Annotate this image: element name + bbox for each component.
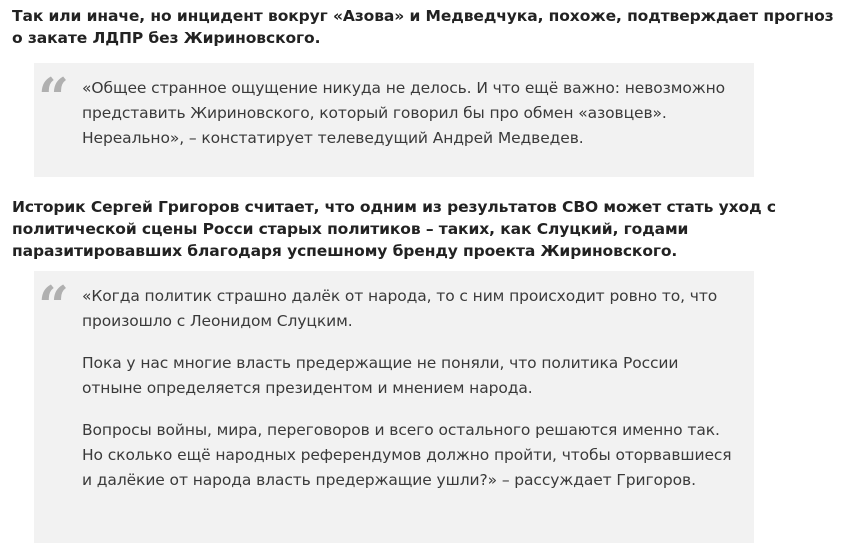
- article-paragraph: Так или иначе, но инцидент вокруг «Азова» и Медведчука, похоже, подтверждает прогноз о закате ЛДПР без Жириновского.: [12, 7, 834, 47]
- quote-paragraph: Вопросы войны, мира, переговоров и всего остального решаются именно так. Но сколько ещё народных референдумов должно пройти, чтобы оторвавшиеся и далёкие от народа власть предержащие ушли?» – рассуждает Григоров.: [82, 421, 732, 489]
- quote-mark-icon: “: [38, 66, 70, 130]
- quote-mark-icon: “: [38, 274, 70, 338]
- quote-paragraph: Пока у нас многие власть предержащие не поняли, что политика России отныне определяется президентом и мнением народа.: [82, 354, 679, 397]
- quote-body: [82, 76, 736, 168]
- quote-paragraph: «Когда политик страшно далёк от народа, то с ним происходит ровно то, что произошло с Леонидом Слуцким.: [82, 287, 718, 330]
- quote-body: [82, 284, 736, 510]
- blockquote: [34, 63, 754, 177]
- quote-paragraph: «Общее странное ощущение никуда не делось. И что ещё важно: невозможно представить Жириновского, который говорил бы про обмен «азовцев». Нереально», – констатирует телеведущий Андрей Медведев.: [82, 79, 726, 147]
- blockquote: [34, 271, 754, 543]
- article-paragraph: Историк Сергей Григоров считает, что одним из результатов СВО может стать уход с политической сцены Росси старых политиков – таких, как Слуцкий, годами паразитировавших благодаря успешному бренду проекта Жириновского.: [12, 198, 776, 260]
